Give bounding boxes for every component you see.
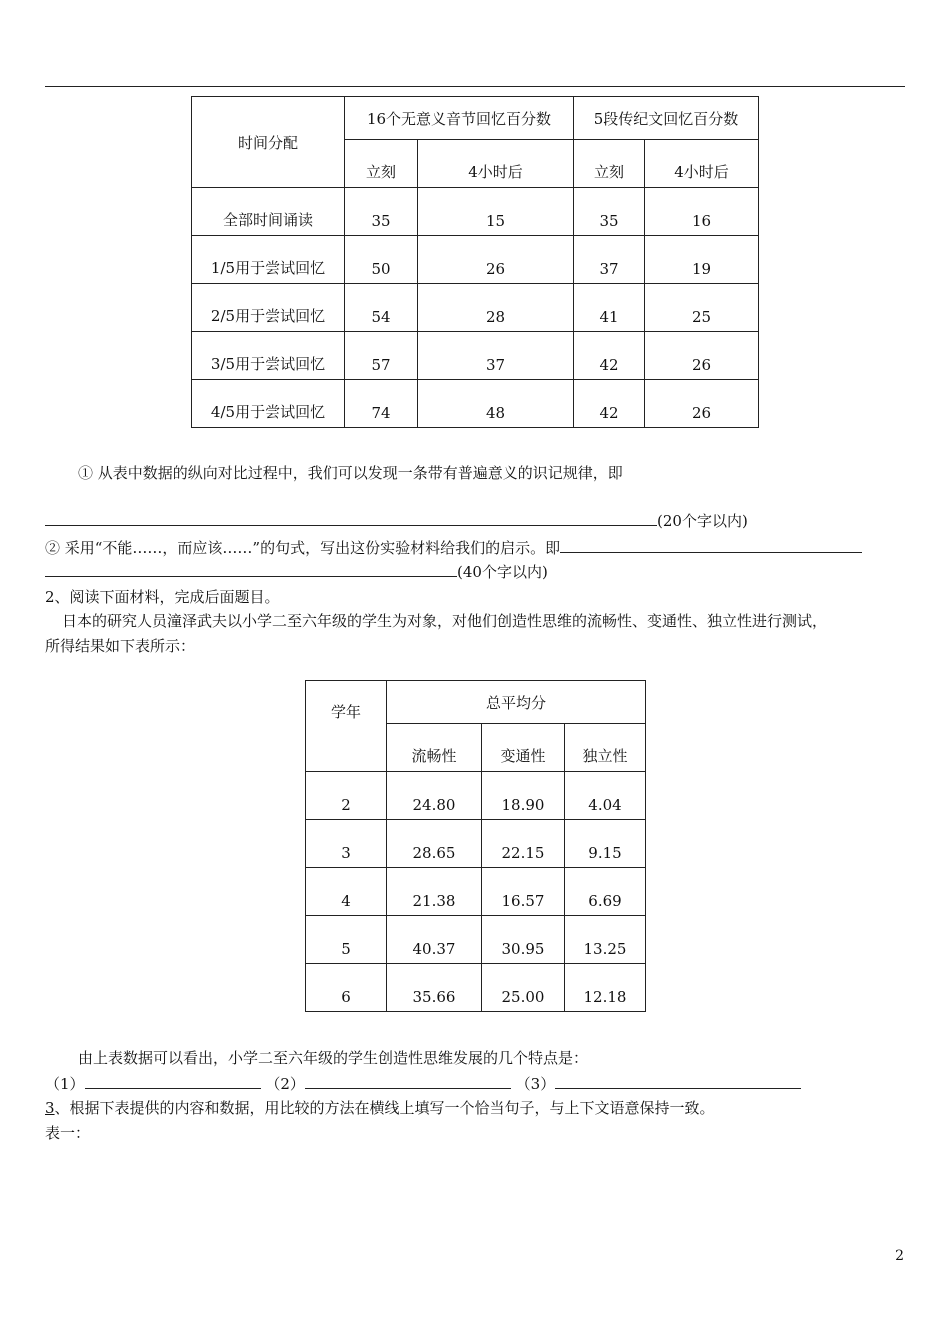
limit-20: (20个字以内)	[657, 512, 748, 530]
table-row	[306, 964, 646, 1012]
answer-line-3	[45, 1073, 801, 1094]
cell: 42	[574, 332, 645, 380]
cell: 12.18	[565, 964, 646, 1012]
cell: 16.57	[482, 868, 565, 916]
cell: 54	[345, 284, 418, 332]
question-3: 由上表数据可以看出，小学二至六年级的学生创造性思维发展的几个特点是：	[78, 1049, 589, 1067]
section-3-title	[45, 1098, 715, 1118]
label-1: （1）	[45, 1075, 85, 1093]
cell: 37	[418, 332, 574, 380]
row-label: 2/5用于尝试回忆	[192, 284, 345, 332]
year-cell: 5	[306, 916, 387, 964]
row-label: 1/5用于尝试回忆	[192, 236, 345, 284]
question-1: ① 从表中数据的纵向对比过程中，我们可以发现一条带有普遍意义的识记规律，即	[78, 464, 623, 482]
cell: 26	[645, 332, 759, 380]
cell: 15	[418, 188, 574, 236]
answer-blank-3-2[interactable]	[305, 1073, 511, 1089]
section-2-paragraph-2: 所得结果如下表所示：	[45, 637, 196, 655]
cell: 40.37	[387, 916, 482, 964]
cell: 22.15	[482, 820, 565, 868]
cell: 28	[418, 284, 574, 332]
average-score-header: 总平均分	[387, 681, 646, 724]
subheader-immediate: 立刻	[574, 140, 645, 188]
time-allocation-header: 时间分配	[192, 97, 345, 188]
subheader-originality: 独立性	[565, 724, 646, 772]
row-label: 全部时间诵读	[192, 188, 345, 236]
cell: 24.80	[387, 772, 482, 820]
table-row	[192, 380, 759, 428]
label-3: （3）	[515, 1075, 556, 1093]
cell: 26	[418, 236, 574, 284]
table-label: 表一：	[45, 1124, 91, 1142]
year-cell: 6	[306, 964, 387, 1012]
label-2: （2）	[265, 1075, 305, 1093]
cell: 37	[574, 236, 645, 284]
cell: 50	[345, 236, 418, 284]
subheader-later: 4小时后	[418, 140, 574, 188]
cell: 57	[345, 332, 418, 380]
table-row	[192, 188, 759, 236]
row-label: 3/5用于尝试回忆	[192, 332, 345, 380]
cell: 9.15	[565, 820, 646, 868]
cell: 41	[574, 284, 645, 332]
answer-blank-1[interactable]	[45, 510, 657, 526]
subheader-immediate: 立刻	[345, 140, 418, 188]
table-row	[306, 916, 646, 964]
cell: 48	[418, 380, 574, 428]
table-row	[306, 772, 646, 820]
answer-blank-2a[interactable]	[560, 537, 862, 553]
answer-blank-3-1[interactable]	[85, 1073, 261, 1089]
table-row	[306, 868, 646, 916]
section-3-text: 、根据下表提供的内容和数据，用比较的方法在横线上填写一个恰当句子，与上下文语意保持一致。	[54, 1099, 715, 1117]
creativity-score-table	[305, 680, 646, 1012]
table-row	[192, 332, 759, 380]
cell: 30.95	[482, 916, 565, 964]
cell: 25	[645, 284, 759, 332]
header-rule	[45, 86, 905, 87]
table-row	[192, 284, 759, 332]
answer-line-2	[45, 561, 548, 582]
cell: 19	[645, 236, 759, 284]
subheader-fluency: 流畅性	[387, 724, 482, 772]
cell: 13.25	[565, 916, 646, 964]
section-2-title: 2、阅读下面材料，完成后面题目。	[45, 588, 280, 606]
section-2-paragraph-1: 日本的研究人员潼泽武夫以小学二至六年级的学生为对象，对他们创造性思维的流畅性、变通性、独立性进行测试，	[62, 612, 828, 630]
question-2: ② 采用“不能……，而应该……”的句式，写出这份实验材料给我们的启示。即	[45, 539, 561, 557]
cell: 35	[345, 188, 418, 236]
question-2-line	[45, 537, 862, 558]
syllable-group-header: 16个无意义音节回忆百分数	[345, 97, 574, 140]
table-row	[192, 236, 759, 284]
cell: 35	[574, 188, 645, 236]
cell: 25.00	[482, 964, 565, 1012]
year-header: 学年	[306, 681, 387, 772]
cell: 6.69	[565, 868, 646, 916]
cell: 16	[645, 188, 759, 236]
row-label: 4/5用于尝试回忆	[192, 380, 345, 428]
cell: 21.38	[387, 868, 482, 916]
subheader-later: 4小时后	[645, 140, 759, 188]
cell: 4.04	[565, 772, 646, 820]
subheader-flexibility: 变通性	[482, 724, 565, 772]
year-cell: 3	[306, 820, 387, 868]
table-row	[306, 820, 646, 868]
limit-40: (40个字以内)	[457, 563, 548, 581]
recall-table	[191, 96, 759, 428]
cell: 42	[574, 380, 645, 428]
year-cell: 4	[306, 868, 387, 916]
page-number: 2	[895, 1248, 904, 1264]
section-3-number: 3	[45, 1099, 55, 1117]
cell: 74	[345, 380, 418, 428]
answer-blank-2b[interactable]	[45, 561, 457, 577]
cell: 26	[645, 380, 759, 428]
year-cell: 2	[306, 772, 387, 820]
cell: 18.90	[482, 772, 565, 820]
cell: 28.65	[387, 820, 482, 868]
cell: 35.66	[387, 964, 482, 1012]
biography-group-header: 5段传纪文回忆百分数	[574, 97, 759, 140]
answer-line-1	[45, 510, 748, 531]
answer-blank-3-3[interactable]	[555, 1073, 801, 1089]
